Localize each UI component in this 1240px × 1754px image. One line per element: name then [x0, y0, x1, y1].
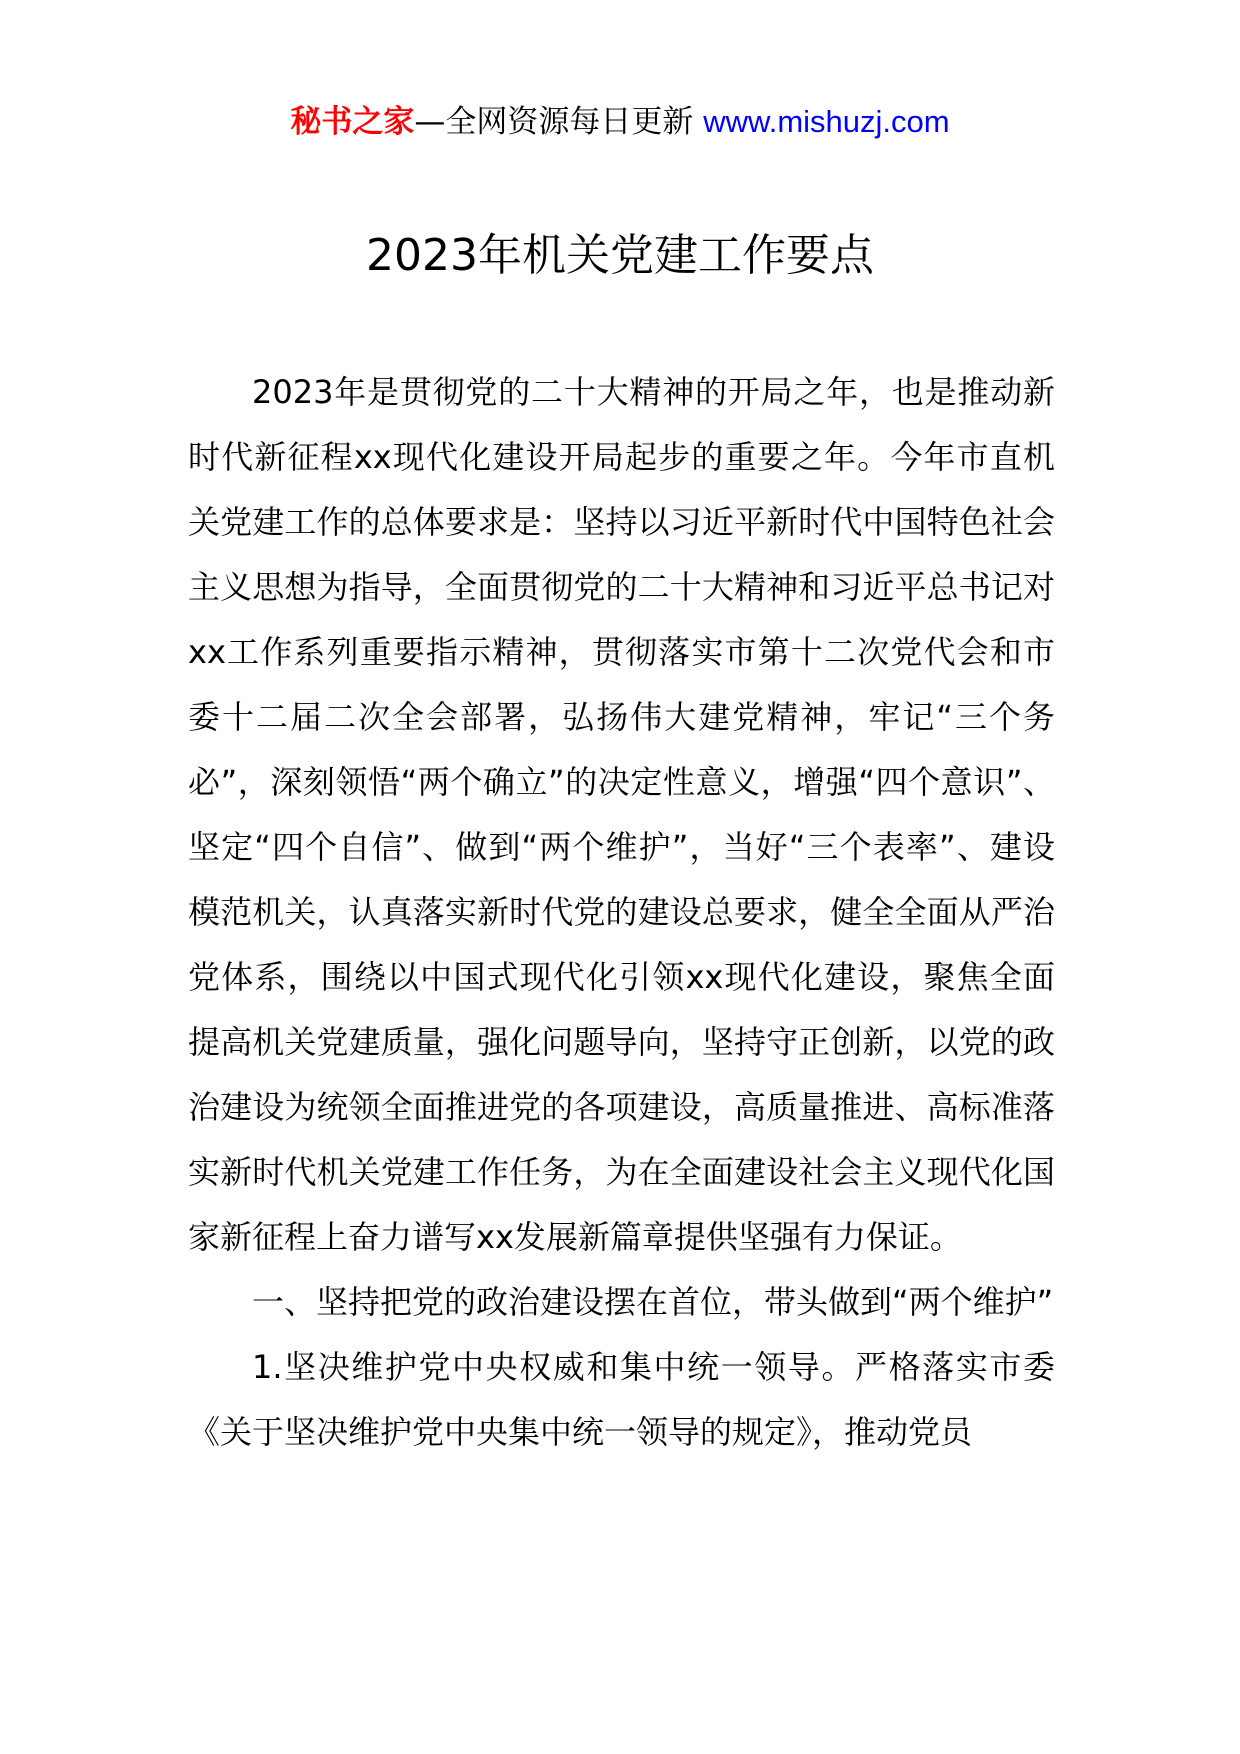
document-title: 2023年机关党建工作要点 [366, 230, 874, 281]
document-body [188, 360, 1055, 1465]
section-heading-1: 一、坚持把党的政治建设摆在首位，带头做到“两个维护” [252, 1283, 1054, 1321]
item-paragraph-1: 1.坚决维护党中央权威和集中统一领导。严格落实市委《关于坚决维护党中央集中统一领导的规定》，推动党员 [188, 1348, 1055, 1451]
brand-name: 秘书之家 [290, 104, 415, 140]
site-header [0, 102, 1240, 142]
intro-paragraph: 2023年是贯彻党的二十大精神的开局之年，也是推动新时代新征程xx现代化建设开局起步的重要之年。今年市直机关党建工作的总体要求是：坚持以习近平新时代中国特色社会主义思想为指导，全面贯彻党的二十大精神和习近平总书记对xx工作系列重要指示精神，贯彻落实市第十二次党代会和市委十二届二次全会部署，弘扬伟大建党精神，牢记“三个务必”，深刻领悟“两个确立”的决定性意义，增强“四个意识”、坚定“四个自信”、做到“两个维护”，当好“三个表率”、建设模范机关，认真落实新时代党的建设总要求，健全全面从严治党体系，围绕以中国式现代化引领xx现代化建设，聚焦全面提高机关党建质量，强化问题导向，坚持守正创新，以党的政治建设为统领全面推进党的各项建设，高质量推进、高标准落实新时代机关党建工作任务，为在全面建设社会主义现代化国家新征程上奋力谱写xx发展新篇章提供坚强有力保证。 [188, 373, 1055, 1256]
site-url-link[interactable]: www.mishuzj.com [703, 104, 950, 139]
site-slogan: —全网资源每日更新 [414, 104, 694, 140]
